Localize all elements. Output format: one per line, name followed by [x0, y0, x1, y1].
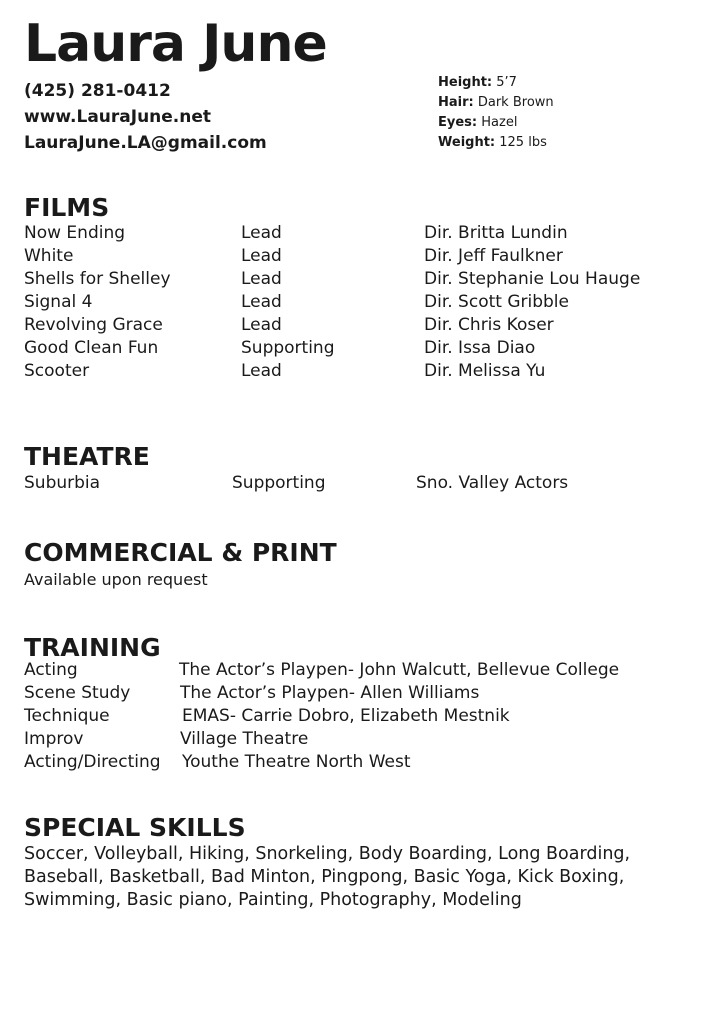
film-role: Lead: [241, 315, 282, 335]
film-role: Lead: [241, 269, 282, 289]
film-title: Scooter: [24, 361, 90, 381]
stat-value: 5’7: [496, 75, 517, 90]
training-detail: Village Theatre: [180, 729, 309, 749]
training-subject: Acting: [24, 660, 78, 680]
stat-value: Hazel: [481, 115, 518, 130]
film-director: Dir. Stephanie Lou Hauge: [424, 269, 641, 289]
stat-label: Height:: [438, 75, 493, 90]
training-detail: The Actor’s Playpen- John Walcutt, Bellevue College: [179, 660, 620, 680]
skills-list: [24, 843, 644, 912]
film-title: Signal 4: [24, 292, 93, 312]
training-subject: Scene Study: [24, 683, 131, 703]
skills-line: Baseball, Basketball, Bad Minton, Pingpong, Basic Yoga, Kick Boxing,: [24, 867, 625, 887]
stat-label: Eyes:: [438, 115, 478, 130]
film-director: Dir. Scott Gribble: [424, 292, 569, 312]
training-detail: Youthe Theatre North West: [182, 752, 411, 772]
training-detail: The Actor’s Playpen- Allen Williams: [180, 683, 480, 703]
training-subject: Improv: [24, 729, 84, 749]
stat-label: Hair:: [438, 95, 474, 110]
training-subject: Acting/Directing: [24, 752, 161, 772]
films-heading: FILMS: [24, 193, 110, 222]
film-title: Revolving Grace: [24, 315, 163, 335]
theatre-company: Sno. Valley Actors: [416, 473, 569, 493]
skills-heading: SPECIAL SKILLS: [24, 813, 246, 842]
skills-line: Swimming, Basic piano, Painting, Photography, Modeling: [24, 890, 522, 910]
email-address: LauraJune.LA@gmail.com: [24, 133, 267, 153]
film-title: Shells for Shelley: [24, 269, 171, 289]
website-link: www.LauraJune.net: [24, 107, 212, 127]
film-title: White: [24, 246, 74, 266]
film-role: Lead: [241, 223, 282, 243]
physical-stats: [438, 73, 554, 153]
stat-value: 125 lbs: [499, 135, 547, 150]
stat-label: Weight:: [438, 135, 496, 150]
film-role: Supporting: [241, 338, 335, 358]
stat-weight: [438, 133, 554, 153]
stat-eyes: [438, 113, 554, 133]
training-heading: TRAINING: [24, 633, 161, 662]
film-role: Lead: [241, 292, 282, 312]
theatre-title: Suburbia: [24, 473, 101, 493]
commercial-heading: COMMERCIAL & PRINT: [24, 538, 337, 567]
film-title: Now Ending: [24, 223, 126, 243]
stat-value: Dark Brown: [477, 95, 554, 110]
film-director: Dir. Jeff Faulkner: [424, 246, 563, 266]
skills-line: Soccer, Volleyball, Hiking, Snorkeling, Body Boarding, Long Boarding,: [24, 844, 631, 864]
actor-name: Laura June: [24, 14, 327, 74]
film-role: Lead: [241, 246, 282, 266]
commercial-note: Available upon request: [24, 570, 208, 589]
theatre-role: Supporting: [232, 473, 326, 493]
film-title: Good Clean Fun: [24, 338, 159, 358]
film-director: Dir. Chris Koser: [424, 315, 554, 335]
film-director: Dir. Issa Diao: [424, 338, 536, 358]
contact-block: [24, 78, 267, 156]
film-director: Dir. Britta Lundin: [424, 223, 568, 243]
stat-hair: [438, 93, 554, 113]
training-detail: EMAS- Carrie Dobro, Elizabeth Mestnik: [182, 706, 510, 726]
phone-number: (425) 281-0412: [24, 81, 171, 101]
theatre-heading: THEATRE: [24, 442, 150, 471]
training-subject: Technique: [24, 706, 110, 726]
film-director: Dir. Melissa Yu: [424, 361, 546, 381]
film-role: Lead: [241, 361, 282, 381]
stat-height: [438, 73, 554, 93]
